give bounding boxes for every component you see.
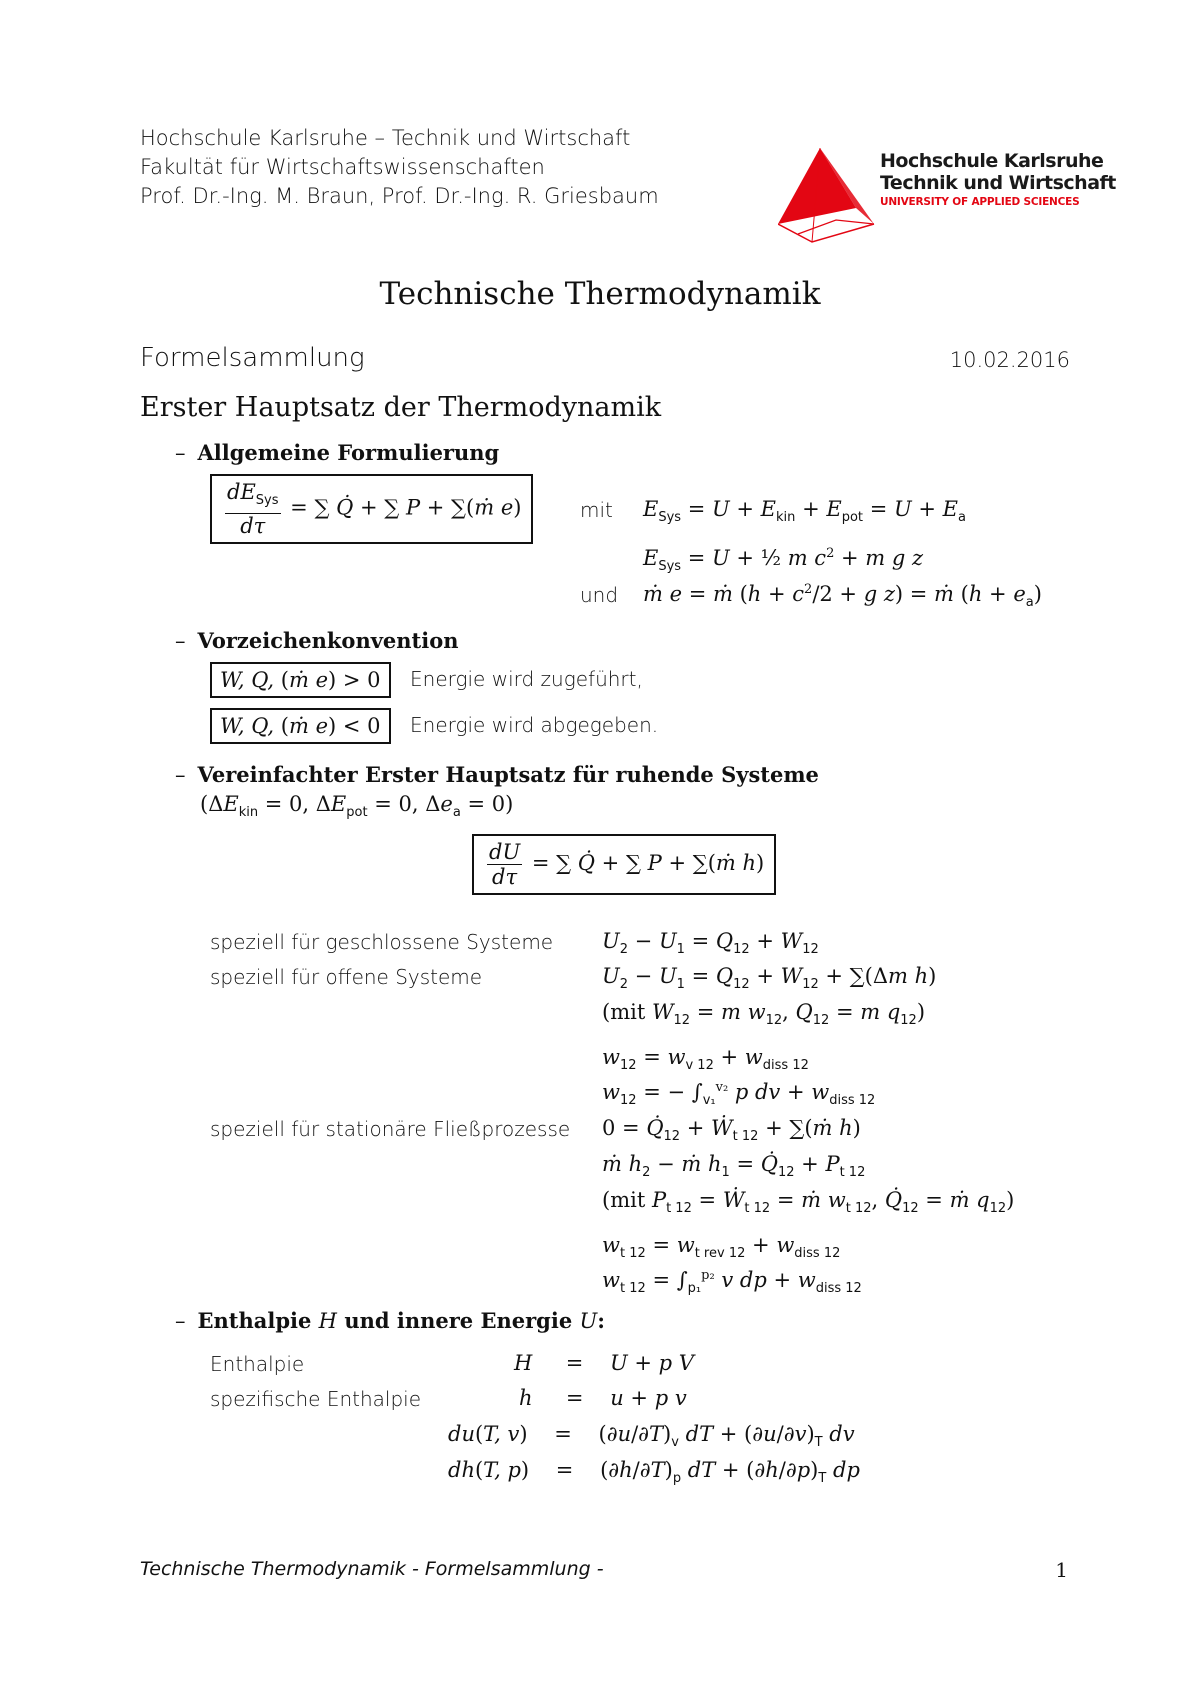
page-number: 1 [1055,1558,1068,1582]
enthalpy-formula: H = U + p V [514,1351,694,1375]
subsection-title: Vorzeichenkonvention [197,628,459,653]
logo-triangle-icon [778,146,878,246]
section-title: Erster Hauptsatz der Thermodynamik [140,392,662,423]
energy-supplied-text: Energie wird zugeführt, [410,667,643,691]
document-date: 10.02.2016 [949,348,1070,372]
simplification-conditions: ($\Delta E_{kin} = 0$, $\Delta E_{pot} = 0$, $\Delta e_a = 0$) [200,792,514,820]
footer-title: Technische Thermodynamik - Formelsammlung - [140,1558,604,1580]
energy-released-text: Energie wird abgegeben. [410,713,659,737]
technical-work-integral: $w_{t 12} = \int_{p_1}^{p_2}$ v dp + $w_{diss 12}$ [602,1268,862,1296]
system-energy-expanded: $E_{Sys} = U$ + ½ m $c^2 + m$ g z [643,546,924,574]
subsection-title-part: Enthalpie [197,1308,312,1333]
document-title: Technische Thermodynamik [379,276,821,312]
first-law-resting-formula: $\frac{dU}{d\tau}$ = ∑ Q̇ + ∑ P + ∑(ṁ h) [472,834,776,895]
enthalpy-label: Enthalpie [210,1352,305,1376]
steady-flow-enthalpy: ṁ $h_2$ − ṁ $h_1$ = $Q̇_{12} + P_{t 12}$ [602,1152,866,1180]
specific-work-heat-definition: (mit $W_{12} = m$ $w_{12}$, $Q_{12} = m$ $q_{12}$) [602,1000,926,1028]
document-subtitle: Formelsammlung [140,343,365,373]
system-energy-formula: $E_{Sys} = U + E_{kin} + E_{pot} = U + E_a$ [643,497,966,525]
subsection-title: Vereinfachter Erster Hauptsatz für ruhende Systeme [197,762,819,787]
sign-positive-box: W, Q, (ṁ e) > 0 [210,662,391,698]
technical-power-definition: (mit $P_{t 12}$ = Ẇ$_{t 12}$ = ṁ $w_{t 12}$, $Q̇_{12}$ = ṁ $q_{12}$) [602,1188,1015,1216]
steady-flow-balance: $0 = Q̇_{12}$ + Ẇ$_{t 12}$ + ∑(ṁ h) [602,1116,861,1144]
volume-work-integral: $w_{12}$ = − $\int_{v_1}^{v_2}$ p dv + $w_{diss 12}$ [602,1080,876,1108]
specific-enthalpy-formula: h = u + p v [519,1386,687,1410]
open-systems-label: speziell für offene Systeme [210,965,483,989]
mass-energy-flow-formula: ṁ e = ṁ ($h + c^2/2 + g$ z) = ṁ $(h + e_a)$ [643,582,1042,610]
internal-energy-differential: du(T, v) = $(\partial u/\partial T)_v$ dT + $(\partial u/\partial v)_T$ dv [448,1422,855,1450]
technical-work-sum: $w_{t 12} = w_{t rev 12} + w_{diss 12}$ [602,1233,841,1261]
logo-line-2: Technik und Wirtschaft [880,172,1116,194]
closed-systems-formula: $U_2 - U_1 = Q_{12} + W_{12}$ [602,929,819,957]
specific-work-sum: $w_{12} = w_{v 12} + w_{diss 12}$ [602,1045,809,1073]
steady-flow-label: speziell für stationäre Fließprozesse [210,1117,571,1141]
subsection-heading: – Enthalpie H und innere Energie U: [175,1308,605,1333]
authors-line: Prof. Dr.-Ing. M. Braun, Prof. Dr.-Ing. R. Griesbaum [140,184,659,208]
mit-label: mit [580,498,613,522]
institution-line: Hochschule Karlsruhe – Technik und Wirtschaft [140,126,631,150]
logo-line-1: Hochschule Karlsruhe [880,150,1104,172]
und-label: und [580,583,619,607]
subsection-title: Allgemeine Formulierung [197,440,500,465]
closed-systems-label: speziell für geschlossene Systeme [210,930,554,954]
subsection-heading: – Vereinfachter Erster Hauptsatz für ruhende Systeme [175,762,819,787]
subsection-heading: – Vorzeichenkonvention [175,628,459,653]
open-systems-formula: $U_2 - U_1 = Q_{12} + W_{12} + \sum(\Delta m$ h) [602,964,937,992]
sign-negative-box: W, Q, (ṁ e) < 0 [210,708,391,744]
subsection-title-part: und innere Energie [344,1308,573,1333]
specific-enthalpy-label: spezifische Enthalpie [210,1387,422,1411]
faculty-line: Fakultät für Wirtschaftswissenschaften [140,155,545,179]
logo-line-3: UNIVERSITY OF APPLIED SCIENCES [880,196,1080,208]
university-logo [778,146,1116,256]
institution-header [140,124,659,211]
enthalpy-differential: dh(T, p) = $(\partial h/\partial T)_p$ dT + $(\partial h/\partial p)_T$ dp [448,1458,860,1486]
subsection-heading: – Allgemeine Formulierung [175,440,500,465]
first-law-general-formula: $\frac{dE_{Sys}}{d\tau}$ = ∑ Q̇ + ∑ P + ∑(ṁ e) [210,474,533,544]
